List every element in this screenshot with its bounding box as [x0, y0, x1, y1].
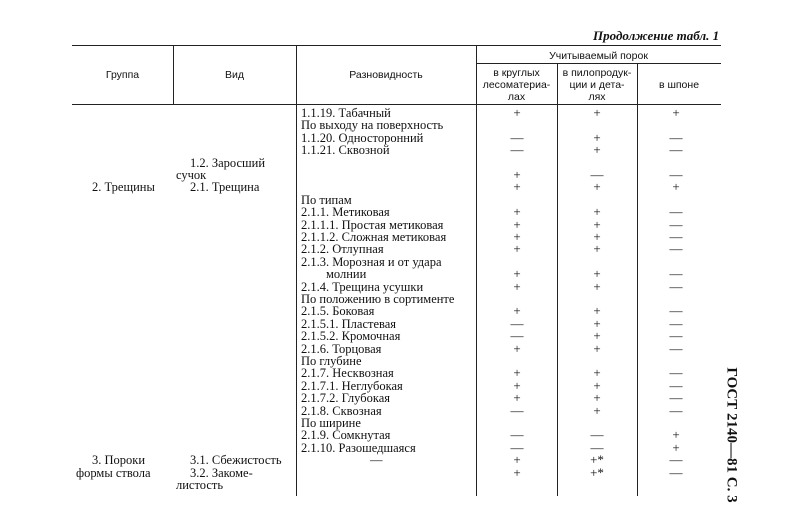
- cell-veneer: —: [669, 278, 683, 294]
- cell-variety: 1.1.21. Сквозной: [301, 143, 390, 158]
- cell-round: +: [513, 204, 521, 220]
- cell-kind: сучок: [176, 168, 207, 182]
- cell-round: +: [513, 390, 521, 406]
- cell-sawn: +: [593, 266, 601, 282]
- cell-sawn: +: [593, 229, 601, 244]
- cell-round: —: [510, 328, 524, 344]
- cell-round: +: [513, 216, 521, 232]
- cell-variety: По положению в сортименте: [301, 292, 455, 306]
- cell-sawn: +: [593, 390, 601, 406]
- cell-kind: 2.1. Трещина: [190, 180, 260, 195]
- cell-variety: 2.1.2. Отлупная: [301, 242, 384, 257]
- header-col-sawn-line3: лях: [588, 91, 606, 103]
- cell-kind: 3.2. Закоме-: [190, 465, 253, 480]
- cell-veneer: —: [669, 142, 683, 158]
- cell-variety: По выходу на поверхность: [301, 118, 444, 133]
- cell-round: +: [513, 266, 521, 282]
- cell-veneer: —: [669, 402, 683, 418]
- side-label: [701, 367, 761, 503]
- cell-round: +: [513, 229, 521, 244]
- cell-variety: 2.1.1.2. Сложная метиковая: [301, 230, 447, 244]
- cell-variety: 2.1.7.2. Глубокая: [301, 391, 391, 406]
- divider-kind-variety: [296, 45, 297, 496]
- cell-round: +: [513, 167, 521, 182]
- cell-sawn: +: [593, 328, 601, 344]
- cell-veneer: —: [669, 129, 683, 145]
- header-group: Группа: [105, 69, 140, 81]
- cell-round: +: [513, 365, 521, 381]
- cell-variety: 2.1.5.1. Пластевая: [301, 316, 397, 331]
- header-col-sawn-line2: ции и дета-: [569, 79, 625, 91]
- cell-round: +: [513, 241, 521, 257]
- cell-variety: 2.1.8. Сквозная: [301, 403, 382, 418]
- cell-variety: 2.1.10. Разошедшаяся: [301, 440, 416, 455]
- header-threshold: Учитываемый порок: [549, 50, 648, 62]
- cell-variety: 2.1.6. Торцовая: [301, 341, 382, 356]
- cell-veneer: +: [672, 179, 680, 195]
- cell-variety: 2.1.7. Несквозная: [301, 366, 394, 381]
- cell-veneer: —: [669, 328, 683, 344]
- cell-kind: 1.2. Заросший: [190, 155, 266, 170]
- cell-round: +: [513, 303, 521, 319]
- cell-variety: 2.1.3. Морозная и от удара: [301, 254, 442, 269]
- cell-group: 3. Пороки: [92, 453, 146, 468]
- cell-round: +: [513, 452, 521, 468]
- cell-round: —: [510, 439, 524, 455]
- cell-sawn: +: [593, 216, 601, 232]
- cell-veneer: —: [669, 365, 683, 381]
- divider-round-sawn: [557, 63, 558, 496]
- cell-veneer: —: [669, 266, 683, 282]
- cell-variety: 2.1.7.1. Неглубокая: [301, 378, 403, 393]
- cell-veneer: —: [669, 452, 683, 468]
- divider-sawn-veneer: [637, 63, 638, 496]
- cell-group: 2. Трещины: [92, 180, 155, 195]
- cell-sawn: +: [593, 179, 601, 195]
- header-variety: Разновидность: [349, 69, 423, 81]
- cell-sawn: —: [590, 427, 604, 443]
- cell-round: —: [510, 142, 524, 158]
- header-bottom-rule: [72, 104, 721, 105]
- cell-sawn: +: [593, 204, 601, 220]
- cell-veneer: —: [669, 167, 683, 182]
- header-col-sawn-line1: в пилопродук-: [562, 67, 632, 79]
- cell-veneer: —: [669, 315, 683, 331]
- divider-variety-round: [476, 45, 477, 496]
- cell-group: формы ствола: [76, 465, 151, 480]
- cell-veneer: —: [669, 340, 683, 356]
- cell-sawn: +: [593, 278, 601, 294]
- cell-sawn: +: [593, 402, 601, 418]
- cell-sawn: +: [593, 315, 601, 331]
- cell-variety: 1.1.19. Табачный: [301, 106, 391, 120]
- cell-kind: листость: [176, 478, 224, 492]
- cell-round: +: [513, 464, 521, 480]
- side-label-text: ГОСТ 2140—81 С. 3: [723, 367, 740, 503]
- cell-variety: 2.1.5. Боковая: [301, 304, 375, 319]
- cell-variety: 2.1.5.2. Кромочная: [301, 329, 401, 344]
- header-col-round-line1: в круглых: [493, 67, 540, 79]
- cell-round: +: [513, 179, 521, 195]
- table-top-rule: [72, 45, 721, 46]
- cell-round: —: [510, 402, 524, 418]
- cell-sawn: +: [593, 365, 601, 381]
- cell-veneer: +: [672, 427, 680, 443]
- cell-sawn: —: [590, 167, 604, 182]
- cell-veneer: —: [669, 464, 683, 480]
- cell-sawn: +: [593, 105, 601, 120]
- subheader-rule: [476, 63, 721, 64]
- cell-sawn: +: [593, 340, 601, 356]
- cell-round: —: [510, 129, 524, 145]
- cell-sawn: +: [593, 129, 601, 145]
- cell-sawn: +: [593, 303, 601, 319]
- cell-veneer: —: [669, 229, 683, 244]
- header-kind: Вид: [225, 69, 244, 81]
- cell-variety: 2.1.9. Сомкнутая: [301, 428, 391, 443]
- table-caption: Продолжение табл. 1: [593, 28, 720, 43]
- cell-veneer: +: [672, 105, 680, 120]
- header-col-round: [476, 67, 557, 103]
- cell-round: —: [510, 315, 524, 331]
- cell-sawn: +*: [590, 452, 604, 468]
- header-col-round-line3: лах: [507, 91, 526, 103]
- cell-round: +: [513, 377, 521, 393]
- cell-sawn: —: [590, 439, 604, 455]
- cell-variety: По типам: [301, 192, 352, 207]
- cell-sawn: +: [593, 377, 601, 393]
- cell-variety: По ширине: [301, 416, 361, 430]
- cell-veneer: —: [669, 216, 683, 232]
- cell-variety: 2.1.1. Метиковая: [301, 205, 390, 220]
- cell-round: +: [513, 278, 521, 294]
- cell-veneer: —: [669, 377, 683, 393]
- cell-variety: молнии: [301, 267, 367, 282]
- cell-sawn: +*: [590, 464, 604, 480]
- cell-veneer: —: [669, 241, 683, 257]
- cell-veneer: —: [669, 204, 683, 220]
- cell-kind: 3.1. Сбежистость: [190, 453, 282, 468]
- cell-variety: По глубине: [301, 354, 362, 368]
- cell-variety: 2.1.1.1. Простая метиковая: [301, 217, 444, 232]
- cell-sawn: +: [593, 142, 601, 158]
- cell-sawn: +: [593, 241, 601, 257]
- cell-veneer: +: [672, 439, 680, 455]
- cell-variety: —: [370, 453, 383, 468]
- header-col-sawn: [557, 67, 637, 103]
- cell-variety: 1.1.20. Односторонний: [301, 130, 424, 145]
- cell-round: —: [510, 427, 524, 443]
- cell-veneer: —: [669, 390, 683, 406]
- cell-variety: 2.1.4. Трещина усушки: [301, 279, 424, 294]
- cell-veneer: —: [669, 303, 683, 319]
- header-col-veneer: в шпоне: [658, 79, 700, 91]
- header-col-round-line2: лесоматериа-: [482, 79, 551, 91]
- cell-round: +: [513, 340, 521, 356]
- cell-round: +: [513, 105, 521, 120]
